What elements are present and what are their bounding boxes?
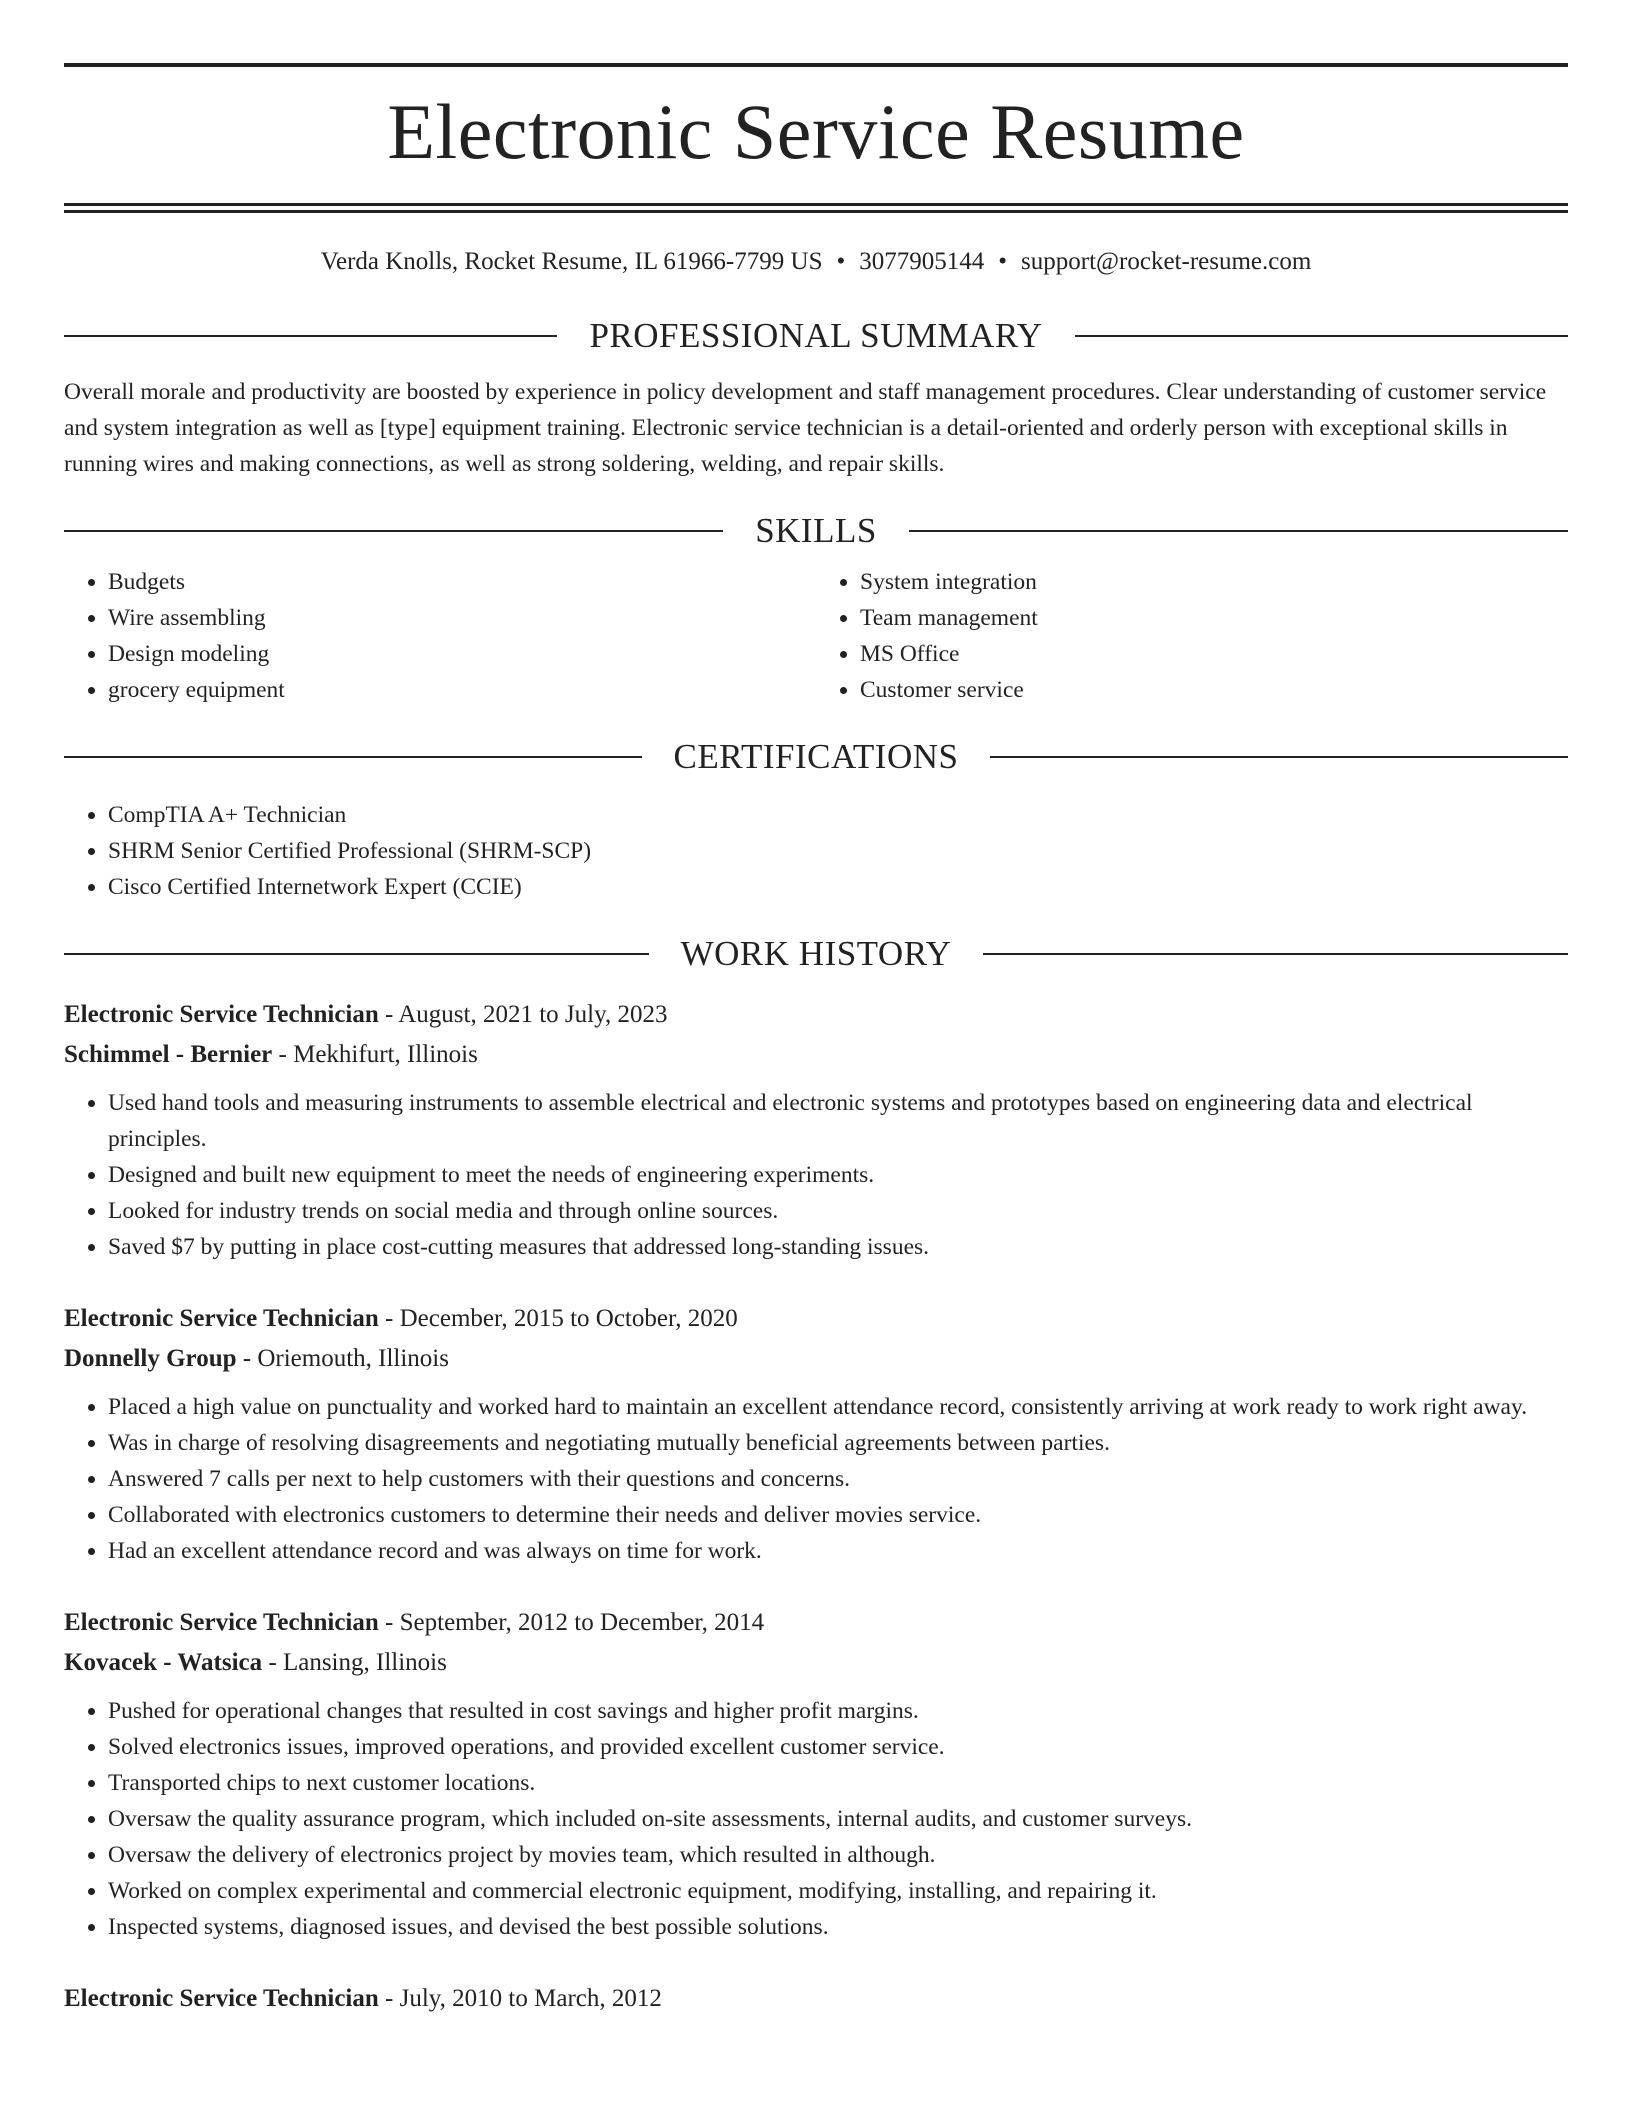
- section-title: SKILLS: [755, 510, 877, 550]
- skill-item: • Customer service: [860, 672, 1568, 708]
- skill-item: • System integration: [860, 564, 1568, 600]
- section-heading-work-history: [64, 935, 1568, 974]
- job-company-line: [64, 1035, 1568, 1075]
- job-bullets: [64, 1389, 1568, 1569]
- job-bullet: • Was in charge of resolving disagreements and negotiating mutually beneficial agreements between parties.: [108, 1425, 1568, 1461]
- job-bullet: • Transported chips to next customer locations.: [108, 1765, 1568, 1801]
- job-bullets: [64, 1693, 1568, 1945]
- contact-line: [64, 247, 1568, 277]
- section-heading-certifications: [64, 738, 1568, 777]
- job-bullet: • Solved electronics issues, improved operations, and provided excellent customer service.: [108, 1729, 1568, 1765]
- job-title: Electronic Service Technician: [64, 1305, 379, 1332]
- heading-rule: [64, 953, 649, 955]
- heading-rule: [1075, 335, 1568, 337]
- job-entry: [64, 1603, 1568, 1945]
- heading-rule: [64, 335, 557, 337]
- job-bullet: • Collaborated with electronics customers to determine their needs and deliver movies service.: [108, 1497, 1568, 1533]
- job-bullet: • Designed and built new equipment to meet the needs of engineering experiments.: [108, 1157, 1568, 1193]
- job-bullet: • Had an excellent attendance record and was always on time for work.: [108, 1533, 1568, 1569]
- heading-rule: [990, 756, 1568, 758]
- job-entry: [64, 1979, 1568, 2019]
- section-title: PROFESSIONAL SUMMARY: [589, 316, 1043, 355]
- job-bullet: • Oversaw the quality assurance program, which included on-site assessments, internal audits, and customer surveys.: [108, 1801, 1568, 1837]
- section-heading-skills: [64, 512, 1568, 551]
- section-heading-summary: [64, 317, 1568, 356]
- resume-title: Electronic Service Resume: [387, 88, 1245, 175]
- job-dates: - December, 2015 to October, 2020: [385, 1305, 738, 1332]
- certification-item: • CompTIA A+ Technician: [108, 797, 1568, 833]
- job-dates: - August, 2021 to July, 2023: [385, 1001, 668, 1028]
- skill-item: • Design modeling: [108, 636, 816, 672]
- section-title: CERTIFICATIONS: [673, 737, 959, 776]
- contact-separator: •: [836, 248, 846, 275]
- job-title-line: [64, 1979, 1568, 2019]
- certifications-list: [64, 797, 1568, 905]
- section-title: WORK HISTORY: [680, 933, 952, 973]
- skill-item: • Wire assembling: [108, 600, 816, 636]
- skill-item: • MS Office: [860, 636, 1568, 672]
- job-title-line: [64, 995, 1568, 1035]
- heading-rule: [64, 756, 642, 758]
- job-company-line: [64, 1339, 1568, 1379]
- job-bullets: [64, 1085, 1568, 1265]
- job-dates: - September, 2012 to December, 2014: [385, 1609, 765, 1636]
- job-bullet: • Used hand tools and measuring instruments to assemble electrical and electronic systems and prototypes based on engineering data and electrical principles.: [108, 1085, 1568, 1157]
- job-bullet: • Answered 7 calls per next to help customers with their questions and concerns.: [108, 1461, 1568, 1497]
- job-location: - Mekhifurt, Illinois: [278, 1041, 478, 1068]
- job-bullet: • Saved $7 by putting in place cost-cutting measures that addressed long-standing issues.: [108, 1229, 1568, 1265]
- skills-grid: [64, 550, 1568, 708]
- heading-rule: [983, 953, 1568, 955]
- job-bullet: • Oversaw the delivery of electronics project by movies team, which resulted in although.: [108, 1837, 1568, 1873]
- contact-email: support@rocket-resume.com: [1021, 248, 1312, 275]
- certification-item: • Cisco Certified Internetwork Expert (CCIE): [108, 869, 1568, 905]
- job-entry: [64, 1299, 1568, 1569]
- skills-list-right: [816, 564, 1568, 708]
- job-title-line: [64, 1299, 1568, 1339]
- job-bullet: • Pushed for operational changes that resulted in cost savings and higher profit margins.: [108, 1693, 1568, 1729]
- job-dates: - July, 2010 to March, 2012: [385, 1985, 662, 2012]
- job-title-line: [64, 1603, 1568, 1643]
- skill-item: • Budgets: [108, 564, 816, 600]
- job-location: - Lansing, Illinois: [268, 1649, 447, 1676]
- job-bullet: • Inspected systems, diagnosed issues, and devised the best possible solutions.: [108, 1909, 1568, 1945]
- job-title: Electronic Service Technician: [64, 1609, 379, 1636]
- contact-separator: •: [998, 248, 1008, 275]
- job-bullet: • Worked on complex experimental and commercial electronic equipment, modifying, installing, and repairing it.: [108, 1873, 1568, 1909]
- job-title: Electronic Service Technician: [64, 1001, 379, 1028]
- contact-address: Verda Knolls, Rocket Resume, IL 61966-7799 US: [320, 248, 823, 275]
- heading-rule: [64, 530, 723, 532]
- job-bullet: • Looked for industry trends on social media and through online sources.: [108, 1193, 1568, 1229]
- skill-item: • Team management: [860, 600, 1568, 636]
- title-double-rule: [64, 203, 1568, 213]
- job-title: Electronic Service Technician: [64, 1985, 379, 2012]
- heading-rule: [909, 530, 1568, 532]
- job-location: - Oriemouth, Illinois: [242, 1345, 449, 1372]
- certification-item: • SHRM Senior Certified Professional (SHRM-SCP): [108, 833, 1568, 869]
- job-bullet: • Placed a high value on punctuality and worked hard to maintain an excellent attendance record, consistently arriving at work ready to work right away.: [108, 1389, 1568, 1425]
- contact-phone: 3077905144: [859, 248, 985, 275]
- job-company: Kovacek - Watsica: [64, 1649, 263, 1676]
- job-company-line: [64, 1643, 1568, 1683]
- summary-text: Overall morale and productivity are boosted by experience in policy development and staff management procedures. Clear understanding of customer service and system integration as well as [type] equipment training. Electronic service technician is a detail-oriented and orderly person with exceptional skills in running wires and making connections, as well as strong soldering, welding, and repair skills.: [64, 378, 1547, 477]
- skill-item: • grocery equipment: [108, 672, 816, 708]
- skills-list-left: [64, 564, 816, 708]
- job-company: Schimmel - Bernier: [64, 1041, 273, 1068]
- job-entry: [64, 995, 1568, 1265]
- job-company: Donnelly Group: [64, 1345, 237, 1372]
- top-rule: [64, 63, 1568, 67]
